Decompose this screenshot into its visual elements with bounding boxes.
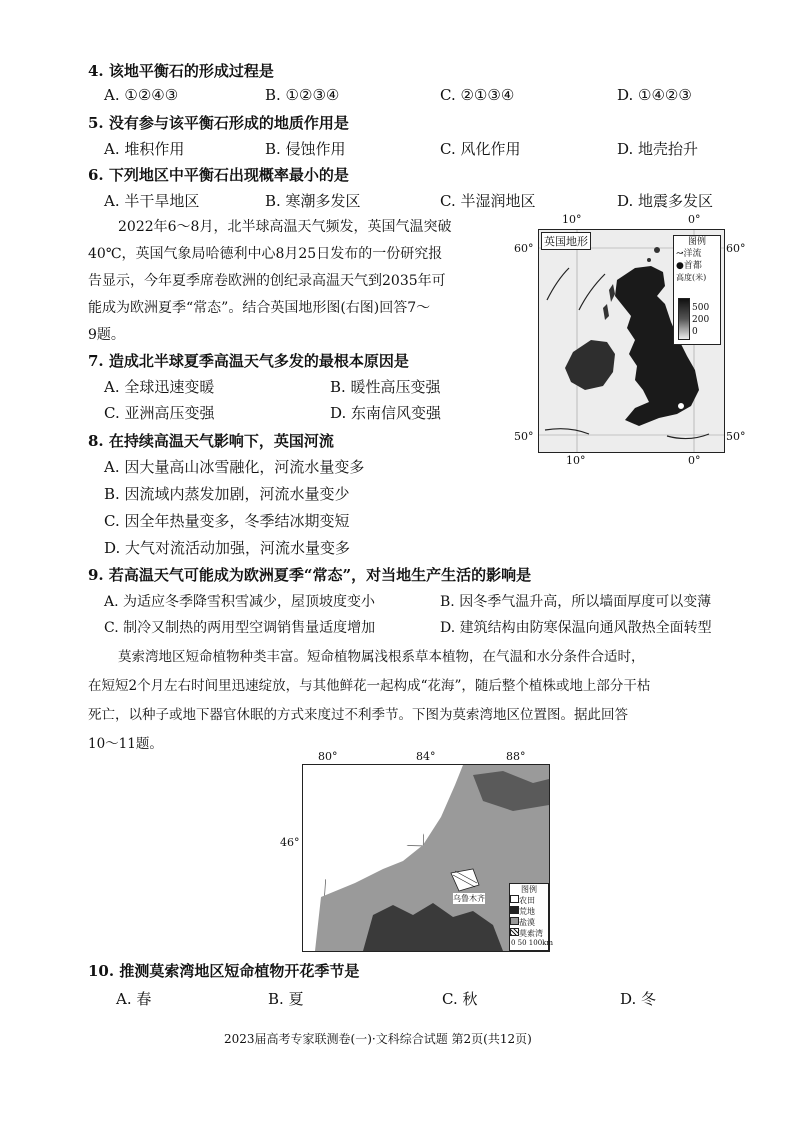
q9-option-d: D. 建筑结构由防寒保温向通风散热全面转型 — [440, 620, 712, 636]
ocean-current-2 — [579, 274, 605, 310]
page-footer: 2023届高考专家联测卷(一)·文科综合试题 第2页(共12页) — [224, 1032, 532, 1046]
mosuo-map-scale: 0 50 100km — [511, 939, 554, 947]
q9-option-c: C. 制冷又制热的两用型空调销售量适度增加 — [104, 620, 376, 636]
mosuo-legend-wasteland: 荒地 — [510, 906, 548, 917]
mosuo-map-lat-46: 46° — [280, 836, 300, 849]
ocean-current-3 — [545, 429, 589, 434]
q7-option-d: D. 东南信风变强 — [330, 404, 442, 422]
mosuo-map-lon-84: 84° — [416, 750, 436, 763]
q4-stem: 4. 该地平衡石的形成过程是 — [88, 62, 274, 80]
passage1-line-3: 告显示，今年夏季席卷欧洲的创纪录高温天气到2035年可 — [88, 273, 446, 289]
orkney-island — [647, 258, 651, 262]
uk-legend-current: ↝洋流 — [676, 249, 702, 259]
q6-option-d: D. 地震多发区 — [617, 192, 714, 210]
uk-map-lon-right-bottom: 0° — [688, 454, 701, 467]
mosuo-legend-farmland: 农田 — [510, 895, 548, 906]
mosuo-map-lon-88: 88° — [506, 750, 526, 763]
q5-stem: 5. 没有参与该平衡石形成的地质作用是 — [88, 114, 349, 132]
q10-option-d: D. 冬 — [620, 990, 657, 1008]
wasteland-swatch-icon — [510, 906, 519, 914]
q10-option-a: A. 春 — [116, 990, 152, 1008]
uk-map-legend — [673, 235, 721, 345]
uk-terrain-map — [538, 229, 725, 453]
q7-stem: 7. 造成北半球夏季高温天气多发的最根本原因是 — [88, 352, 409, 370]
q10-stem: 10. 推测莫索湾地区短命植物开花季节是 — [88, 962, 360, 980]
passage2-line-3: 死亡，以种子或地下器官休眠的方式来度过不利季节。下图为莫索湾地区位置图。据此回答 — [88, 707, 628, 723]
q9-option-b: B. 因冬季气温升高，所以墙面厚度可以变薄 — [440, 594, 712, 610]
mosuo-place-label: 乌鲁木齐 — [453, 894, 485, 903]
farmland-swatch-icon — [510, 895, 519, 903]
uk-map-lat-bottom-right: 50° — [726, 430, 746, 443]
q8-option-d: D. 大气对流活动加强，河流水量变多 — [104, 539, 351, 557]
uk-map-lon-left-top: 10° — [562, 213, 582, 226]
passage1-line-5: 9题。 — [88, 327, 125, 343]
q9-option-a: A. 为适应冬季降雪积雪减少，屋顶坡度变小 — [104, 594, 376, 610]
q7-option-c: C. 亚洲高压变强 — [104, 404, 215, 422]
mosuo-map-lon-80: 80° — [318, 750, 338, 763]
capital-dot-icon: ● — [676, 261, 684, 271]
q8-option-b: B. 因流域内蒸发加剧，河流水量变少 — [104, 485, 350, 503]
mosuo-legend-saltdesert: 盐漠 — [510, 917, 548, 928]
uk-legend-elev-200: 200 — [692, 315, 710, 325]
q5-option-a: A. 堆积作用 — [104, 140, 185, 158]
uk-map-lat-bottom-left: 50° — [514, 430, 534, 443]
uk-legend-elev-0: 0 — [692, 327, 698, 337]
ocean-current-1 — [547, 268, 569, 300]
q5-option-c: C. 风化作用 — [440, 140, 521, 158]
uk-legend-title: 图例 — [687, 237, 706, 247]
ocean-current-4 — [667, 434, 709, 439]
q10-option-c: C. 秋 — [442, 990, 478, 1008]
passage2-line-1: 莫索湾地区短命植物种类丰富。短命植物属浅根系草本植物，在气温和水分条件合适时， — [118, 649, 645, 665]
q4-option-a: A. ①②④③ — [104, 86, 179, 104]
uk-map-lon-right-top: 0° — [688, 213, 701, 226]
q6-option-c: C. 半湿润地区 — [440, 192, 536, 210]
mosuo-location-map — [302, 764, 554, 952]
ireland-landmass — [565, 340, 615, 390]
q6-option-a: A. 半干旱地区 — [104, 192, 200, 210]
capital-london-marker — [679, 404, 684, 409]
passage1-line-4: 能成为欧洲夏季“常态”。结合英国地形图(右图)回答7～ — [88, 300, 431, 316]
q6-stem: 6. 下列地区中平衡石出现概率最小的是 — [88, 166, 349, 184]
q8-option-a: A. 因大量高山冰雪融化，河流水量变多 — [104, 458, 365, 476]
uk-map-lon-left-bottom: 10° — [566, 454, 586, 467]
q6-option-b: B. 寒潮多发区 — [265, 192, 361, 210]
uk-map-lat-top-right: 60° — [726, 242, 746, 255]
uk-legend-capital: ●首都 — [676, 261, 702, 271]
shetland-island — [654, 247, 660, 253]
saltdesert-swatch-icon — [510, 917, 519, 925]
passage1-line-1: 2022年6～8月，北半球高温天气频发，英国气温突破 — [118, 219, 452, 235]
q4-option-c: C. ②①③④ — [440, 86, 515, 104]
uk-legend-elev-swatch — [678, 298, 690, 340]
passage1-line-2: 40℃，英国气象局哈德利中心8月25日发布的一份研究报 — [88, 246, 443, 262]
mosuo-legend-title: 图例 — [521, 885, 537, 894]
mosuo-legend-bay: 莫索湾 — [510, 928, 548, 939]
q5-option-b: B. 侵蚀作用 — [265, 140, 346, 158]
q10-option-b: B. 夏 — [268, 990, 304, 1008]
uk-legend-elev-500: 500 — [692, 303, 710, 313]
uk-legend-elev-label: 高度(米) — [676, 273, 707, 282]
q7-option-a: A. 全球迅速变暖 — [104, 378, 215, 396]
uk-map-lat-top-left: 60° — [514, 242, 534, 255]
passage2-line-2: 在短短2个月左右时间里迅速绽放，与其他鲜花一起构成“花海”，随后整个植株或地上部分干枯 — [88, 678, 651, 694]
q4-option-b: B. ①②③④ — [265, 86, 340, 104]
q5-option-d: D. 地壳抬升 — [617, 140, 699, 158]
passage2-line-4: 10～11题。 — [88, 736, 163, 752]
q9-stem: 9. 若高温天气可能成为欧洲夏季“常态”，对当地生产生活的影响是 — [88, 566, 532, 584]
current-arrow-icon: ↝ — [676, 249, 684, 259]
uk-map-title: 英国地形 — [541, 232, 591, 250]
bay-swatch-icon — [510, 928, 519, 936]
q8-option-c: C. 因全年热量变多，冬季结冰期变短 — [104, 512, 350, 530]
q8-stem: 8. 在持续高温天气影响下，英国河流 — [88, 432, 334, 450]
hebrides-islands — [603, 284, 615, 320]
q4-option-d: D. ①④②③ — [617, 86, 692, 104]
q7-option-b: B. 暖性高压变强 — [330, 378, 441, 396]
